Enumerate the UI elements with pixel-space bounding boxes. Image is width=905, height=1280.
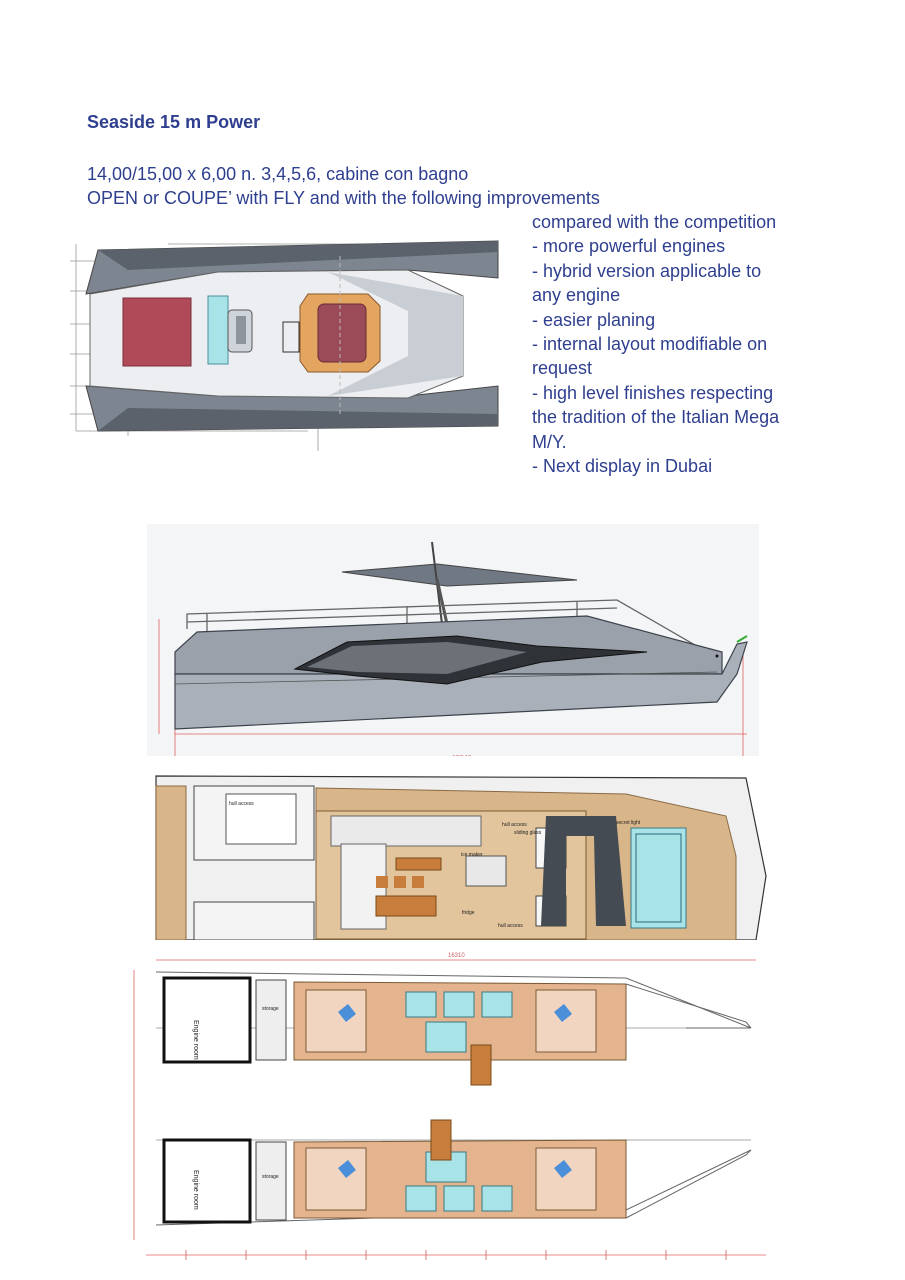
boat-top-view-drawing xyxy=(68,236,508,458)
feature-line: - high level finishes respecting xyxy=(532,382,774,403)
feature-line: request xyxy=(532,358,593,379)
feature-line: - internal layout modifiable on xyxy=(532,334,768,355)
feature-line: compared with the competition xyxy=(532,212,777,232)
intro-line: OPEN or COUPE’ with FLY and with the following improvements xyxy=(87,188,600,208)
feature-line: - easier planing xyxy=(532,309,656,330)
deck-label: hull access xyxy=(498,923,523,929)
feature-line: - more powerful engines xyxy=(532,236,726,257)
feature-list xyxy=(532,210,832,478)
deck-label: sliding glass xyxy=(514,830,542,836)
engine-room-label: Engine room xyxy=(192,1020,199,1060)
feature-line: - hybrid version applicable to xyxy=(532,260,762,281)
feature-line: any engine xyxy=(532,285,621,306)
engine-room-label: Engine room xyxy=(192,1170,199,1210)
hull-dimension-label: 16310 xyxy=(448,953,465,959)
deck-label: hull access xyxy=(229,801,254,807)
intro-line: 14,00/15,00 x 6,00 n. 3,4,5,6, cabine con bagno xyxy=(87,164,469,184)
storage-label: storage xyxy=(262,1174,279,1180)
deck-label: fridge xyxy=(462,910,475,916)
feature-line: - Next display in Dubai xyxy=(532,456,713,477)
feature-line: the tradition of the Italian Mega xyxy=(532,407,780,428)
boat-side-profile-drawing xyxy=(147,524,759,764)
deck-label: hull access xyxy=(502,822,527,828)
hull-plan-drawing xyxy=(126,940,788,1274)
deck-plan-drawing xyxy=(126,756,780,940)
deck-label: secret light xyxy=(616,820,641,826)
storage-label: storage xyxy=(262,1006,279,1012)
intro-text xyxy=(87,162,600,210)
feature-line: M/Y. xyxy=(532,431,567,452)
document-title: Seaside 15 m Power xyxy=(87,112,261,132)
deck-label: ice maker xyxy=(461,852,483,858)
